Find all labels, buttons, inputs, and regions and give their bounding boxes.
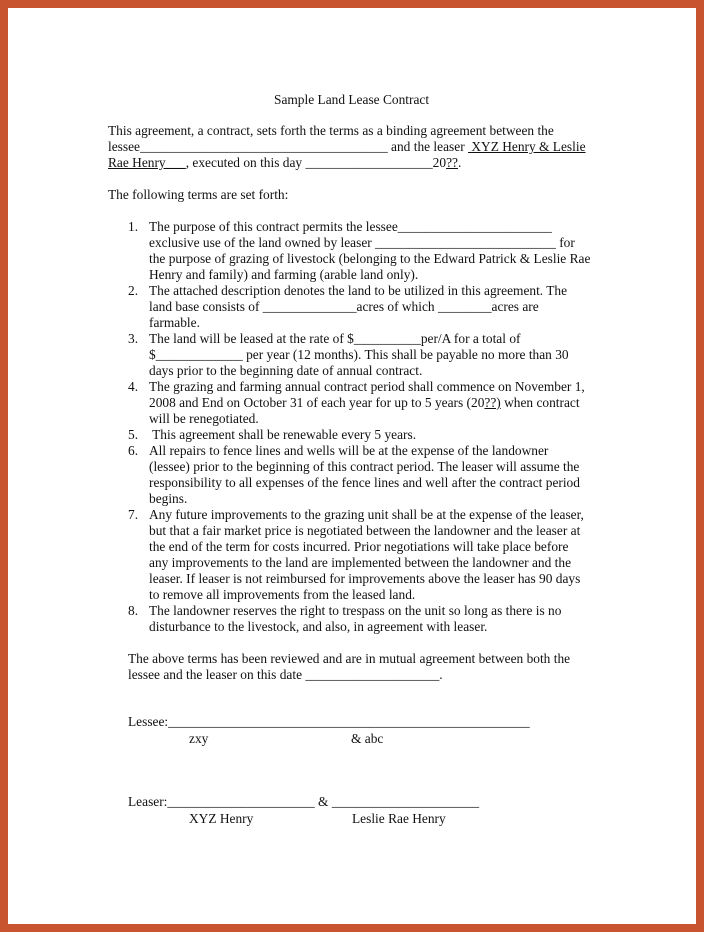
terms-heading: The following terms are set forth:: [108, 187, 289, 202]
intro-line-1: This agreement, a contract, sets forth the terms as a binding agreement between the: [108, 123, 554, 138]
item-2-line-1: The attached description denotes the land to be utilized in this agreement. The: [149, 283, 568, 298]
closing-line-2: lessee and the leaser on this date ____________________.: [128, 667, 443, 682]
item-7-line-4: any improvements to the land are implemented between the landowner and the: [149, 555, 572, 570]
item-1-line-4: Henry and family) and farming (arable land only).: [149, 267, 419, 282]
item-1-line-2: exclusive use of the land owned by leaser ___________________________ for: [149, 235, 575, 250]
leaser-label: Leaser:: [128, 794, 168, 809]
item-number: 1.: [128, 219, 139, 234]
leaser-name-cont: Rae Henry___: [108, 155, 186, 170]
item-1-line-3: the purpose of grazing of livestock (belonging to the Edward Patrick & Leslie Rae: [149, 251, 591, 266]
intro-date-text: , executed on this day ___________________20: [185, 155, 447, 170]
intro-line-2-text: lessee_____________________________________ and the leaser: [108, 139, 469, 154]
item-number: 2.: [128, 283, 139, 298]
item-4-line-2-tail: when contract: [500, 395, 580, 410]
leaser-signature-line-1: ______________________: [167, 794, 315, 809]
item-4-line-2: [149, 395, 580, 411]
lessee-name-1: zxy: [189, 731, 209, 746]
item-6-line-3: responsibility to all expenses of the fence lines and well after the contract period: [149, 475, 580, 490]
intro-period: .: [457, 155, 462, 170]
lessee-label: Lessee:: [128, 714, 169, 729]
item-number: 6.: [128, 443, 139, 458]
item-6-line-4: begins.: [149, 491, 188, 506]
item-7-line-3: the end of the term for costs incurred. Prior negotiations will take place before: [149, 539, 569, 554]
item-6-line-1: All repairs to fence lines and wells will be at the expense of the landowner: [149, 443, 549, 458]
item-4-year-blank: ??): [484, 395, 501, 410]
item-8-line-1: The landowner reserves the right to trespass on the unit so long as there is no: [149, 603, 562, 618]
lessee-signature-line: ______________________________________________________: [168, 714, 530, 729]
intro-line-2: [108, 139, 586, 155]
leaser-name-2: Leslie Rae Henry: [352, 811, 446, 826]
item-1-line-1: The purpose of this contract permits the lessee_______________________: [149, 219, 552, 234]
intro-year-blank: ??: [446, 155, 458, 170]
item-7-line-1: Any future improvements to the grazing unit shall be at the expense of the leaser,: [149, 507, 584, 522]
item-5-line-1: This agreement shall be renewable every 5 years.: [149, 427, 417, 442]
document-title: Sample Land Lease Contract: [274, 92, 430, 107]
item-number: 3.: [128, 331, 139, 346]
item-2-line-3: farmable.: [149, 315, 200, 330]
lessee-name-2: & abc: [351, 731, 384, 746]
document-page: [8, 8, 696, 924]
item-4-line-2-text: 2008 and End on October 31 of each year for up to 5 years (20: [149, 395, 485, 410]
leaser-name-underlined: XYZ Henry & Leslie: [468, 139, 586, 154]
leaser-ampersand: &: [314, 794, 332, 809]
lessee-signature-row: [128, 714, 530, 730]
item-number: 8.: [128, 603, 139, 618]
item-3-line-3: days prior to the beginning date of annual contract.: [149, 363, 423, 378]
intro-line-3: [108, 155, 461, 171]
item-7-line-2: but that a fair market price is negotiated between the landowner and the leaser at: [149, 523, 581, 538]
item-4-line-1: The grazing and farming annual contract period shall commence on November 1,: [149, 379, 585, 394]
item-number: 4.: [128, 379, 139, 394]
item-4-line-3: will be renegotiated.: [149, 411, 259, 426]
item-number: 5.: [128, 427, 139, 442]
item-6-line-2: (lessee) prior to the beginning of this contract period. The leaser will assume the: [149, 459, 580, 474]
item-number: 7.: [128, 507, 139, 522]
closing-line-1: The above terms has been reviewed and are in mutual agreement between both the: [128, 651, 571, 666]
item-3-line-1: The land will be leased at the rate of $__________per/A for a total of: [149, 331, 521, 346]
item-7-line-6: to remove all improvements from the leased land.: [149, 587, 416, 602]
item-2-line-2: land base consists of ______________acres of which ________acres are: [149, 299, 539, 314]
item-3-line-2: $_____________ per year (12 months). This shall be payable no more than 30: [149, 347, 569, 362]
leaser-signature-row: [128, 794, 479, 810]
leaser-name-1: XYZ Henry: [189, 811, 254, 826]
leaser-signature-line-2: ______________________: [331, 794, 480, 809]
item-7-line-5: leaser. If leaser is not reimbursed for improvements above the leaser has 90 days: [149, 571, 581, 586]
item-8-line-2: disturbance to the livestock, and also, in agreement with leaser.: [149, 619, 488, 634]
